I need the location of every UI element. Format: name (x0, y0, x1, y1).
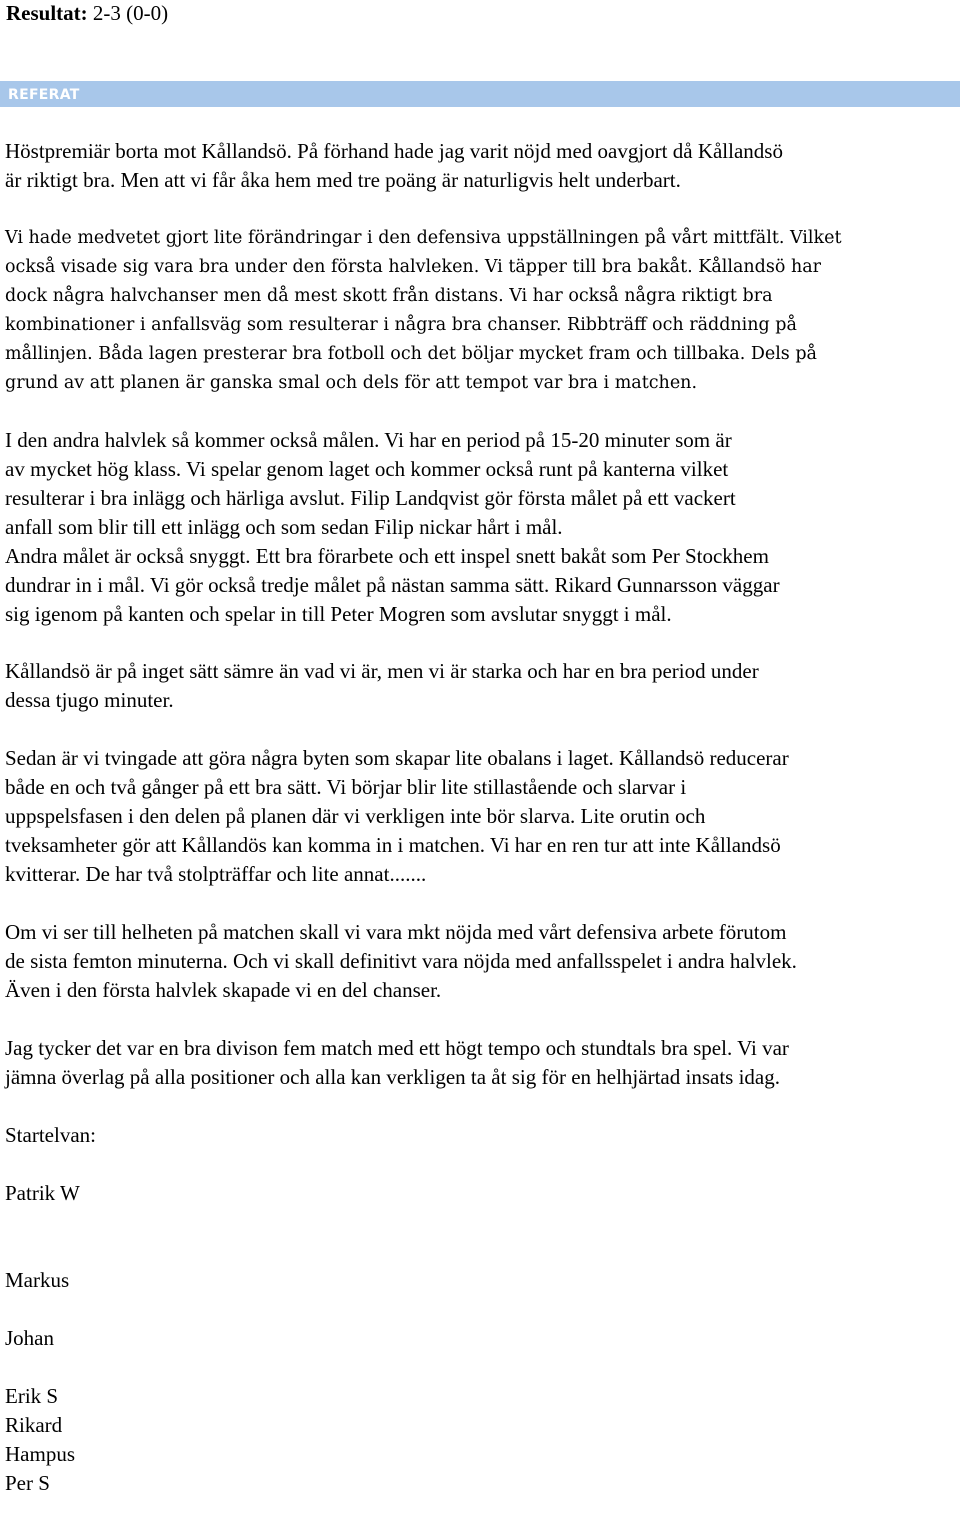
result-score: 2-3 (0-0) (92, 1, 169, 25)
lineup-player: Hampus (5, 1442, 75, 1466)
match-result (6, 0, 168, 26)
section-header-bar (0, 81, 960, 107)
lineup-goalkeeper: Patrik W (5, 1181, 80, 1205)
lineup-midfielders (5, 1382, 960, 1527)
lineup-player: Johan (5, 1326, 54, 1350)
report-paragraph-2: Vi hade medvetet gjort lite förändringar i den defensiva uppställningen på vårt mittfält. Vilket också visade sig vara bra under den första halvleken. Vi täpper till bra bakåt. Kållandsö har dock några halvchanser men då mest skott från distans. Vi har också några riktigt bra kombinationer i anfallsväg som resulterar i några bra chanser. Ribbträff och räddning på mållinjen. Båda lagen presterar bra fotboll och det böljar mycket fram och tillbaka. Dels på grund av att planen är ganska smal och dels för att tempot var bra i matchen. (5, 228, 842, 393)
section-header-label: REFERAT (8, 87, 80, 103)
lineup-heading: Startelvan: (5, 1123, 96, 1147)
report-paragraph-4: Kållandsö är på inget sätt sämre än vad vi är, men vi är starka och har en bra period under dessa tjugo minuter. (5, 659, 759, 712)
lineup-player: Per S (5, 1471, 50, 1495)
lineup-player: Rikard (5, 1413, 63, 1437)
report-paragraph-1: Höstpremiär borta mot Kållandsö. På förhand hade jag varit nöjd med oavgjort då Kållandsö är riktigt bra. Men att vi får åka hem med tre poäng är naturligvis helt underbart. (5, 139, 783, 192)
lineup-player: Markus (5, 1268, 70, 1292)
lineup-player: Erik S (5, 1384, 59, 1408)
report-paragraph-7: Jag tycker det var en bra divison fem match med ett högt tempo och stundtals bra spel. Vi var jämna överlag på alla positioner och alla kan verkligen ta åt sig för en helhjärtad insats idag. (5, 1036, 789, 1089)
report-paragraph-3: I den andra halvlek så kommer också målen. Vi har en period på 15-20 minuter som är av mycket hög klass. Vi spelar genom laget och kommer också runt på kanterna vilket resulterar i bra inlägg och härliga avslut. Filip Landqvist gör första målet på ett vackert anfall som blir till ett inlägg och som sedan Filip nickar hårt i mål. Andra målet är också snyggt. Ett bra förarbete och ett inspel snett bakåt som Per Stockhem dundrar in i mål. Vi gör också tredje målet på nästan samma sätt. Rikard Gunnarsson väggar sig igenom på kanten och spelar in till Peter Mogren som avslutar snyggt i mål. (5, 428, 780, 626)
report-paragraph-5: Sedan är vi tvingade att göra några byten som skapar lite obalans i laget. Kållandsö reducerar både en och två gånger på ett bra sätt. Vi börjar blir lite stillastående och slarvar i uppspelsfasen i den delen på planen där vi verkligen inte bör slarva. Lite orutin och tveksamheter gör att Kållandös kan komma in i matchen. Vi har en ren tur att inte Kållandsö kvitterar. De har två stolpträffar och lite annat....... (5, 746, 789, 886)
result-label: Resultat: (6, 1, 88, 25)
report-paragraph-6: Om vi ser till helheten på matchen skall vi vara mkt nöjda med vårt defensiva arbete förutom de sista femton minuterna. Och vi skall definitivt vara nöjda med anfallsspelet i andra halvlek. Även i den första halvlek skapade vi en del chanser. (5, 920, 797, 1002)
